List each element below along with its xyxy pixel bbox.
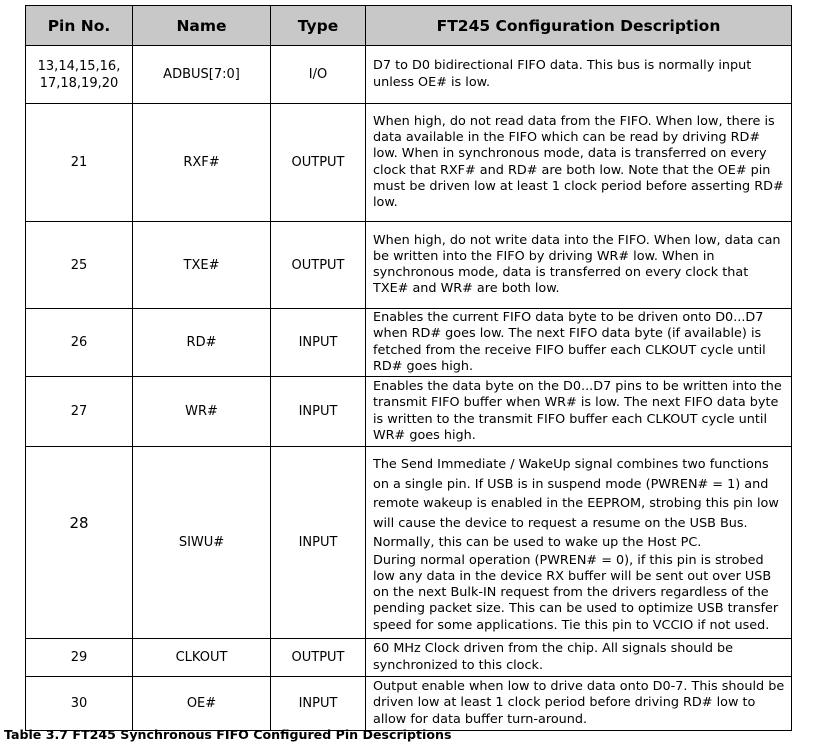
table-row bbox=[26, 377, 792, 447]
pin-cell: 28 bbox=[26, 447, 133, 639]
pin-cell: 26 bbox=[26, 309, 133, 377]
name-cell: RXF# bbox=[133, 104, 271, 222]
table-row bbox=[26, 677, 792, 731]
pin-cell: 27 bbox=[26, 377, 133, 447]
header-pin-no: Pin No. bbox=[26, 6, 133, 46]
header-type: Type bbox=[271, 6, 366, 46]
description-cell: Enables the data byte on the D0...D7 pins to be written into the transmit FIFO buffer when WR# is low. The next FIFO data byte is written to the transmit FIFO buffer each CLKOUT cycle until WR# goes high. bbox=[366, 377, 792, 447]
header-name: Name bbox=[133, 6, 271, 46]
siwu-description-part-2: During normal operation (PWREN# = 0), if this pin is strobed low any data in the device RX buffer will be sent out over USB on the next Bulk-IN request from the drivers regardless of the pending packet size. This can be used to optimize USB transfer speed for some applications. Tie this pin to VCCIO if not used. bbox=[373, 552, 779, 633]
table-header-row bbox=[26, 6, 792, 46]
type-cell: I/O bbox=[271, 46, 366, 104]
pin-cell bbox=[26, 46, 133, 104]
description-cell: When high, do not write data into the FIFO. When low, data can be written into the FIFO by driving WR# low. When in synchronous mode, data is transferred on every clock that TXE# and WR# are both low. bbox=[366, 222, 792, 309]
type-cell: OUTPUT bbox=[271, 104, 366, 222]
type-cell: INPUT bbox=[271, 377, 366, 447]
name-cell: WR# bbox=[133, 377, 271, 447]
table-caption: Table 3.7 FT245 Synchronous FIFO Configured Pin Descriptions bbox=[4, 727, 452, 742]
siwu-description-part-1: The Send Immediate / WakeUp signal combines two functions on a single pin. If USB is in suspend mode (PWREN# = 1) and remote wakeup is enabled in the EEPROM, strobing this pin low will cause the device to request a resume on the USB Bus. Normally, this can be used to wake up the Host PC. bbox=[373, 457, 779, 551]
header-description: FT245 Configuration Description bbox=[366, 6, 792, 46]
table-row bbox=[26, 447, 792, 639]
description-cell: D7 to D0 bidirectional FIFO data. This bus is normally input unless OE# is low. bbox=[366, 46, 792, 104]
table-row bbox=[26, 222, 792, 309]
type-cell: INPUT bbox=[271, 309, 366, 377]
table-row bbox=[26, 46, 792, 104]
pin-cell: 21 bbox=[26, 104, 133, 222]
type-cell: OUTPUT bbox=[271, 639, 366, 677]
name-cell: CLKOUT bbox=[133, 639, 271, 677]
name-cell: SIWU# bbox=[133, 447, 271, 639]
name-cell: RD# bbox=[133, 309, 271, 377]
type-cell: INPUT bbox=[271, 677, 366, 731]
name-cell: OE# bbox=[133, 677, 271, 731]
pin-description-table bbox=[25, 5, 792, 731]
table-row bbox=[26, 104, 792, 222]
description-cell bbox=[366, 447, 792, 639]
pin-line-1: 13,14,15,16, bbox=[37, 58, 121, 74]
table-row bbox=[26, 309, 792, 377]
pin-line-2: 17,18,19,20 bbox=[39, 75, 119, 91]
pin-cell: 25 bbox=[26, 222, 133, 309]
type-cell: OUTPUT bbox=[271, 222, 366, 309]
table-row bbox=[26, 639, 792, 677]
description-cell: Output enable when low to drive data onto D0-7. This should be driven low at least 1 clock period before driving RD# low to allow for data buffer turn-around. bbox=[366, 677, 792, 731]
description-cell: 60 MHz Clock driven from the chip. All signals should be synchronized to this clock. bbox=[366, 639, 792, 677]
description-cell: When high, do not read data from the FIFO. When low, there is data available in the FIFO which can be read by driving RD# low. When in synchronous mode, data is transferred on every clock that RXF# and RD# are both low. Note that the OE# pin must be driven low at least 1 clock period before asserting RD# low. bbox=[366, 104, 792, 222]
pin-cell: 30 bbox=[26, 677, 133, 731]
description-cell: Enables the current FIFO data byte to be driven onto D0...D7 when RD# goes low. The next FIFO data byte (if available) is fetched from the receive FIFO buffer each CLKOUT cycle until RD# goes high. bbox=[366, 309, 792, 377]
name-cell: ADBUS[7:0] bbox=[133, 46, 271, 104]
name-cell: TXE# bbox=[133, 222, 271, 309]
pin-cell: 29 bbox=[26, 639, 133, 677]
type-cell: INPUT bbox=[271, 447, 366, 639]
